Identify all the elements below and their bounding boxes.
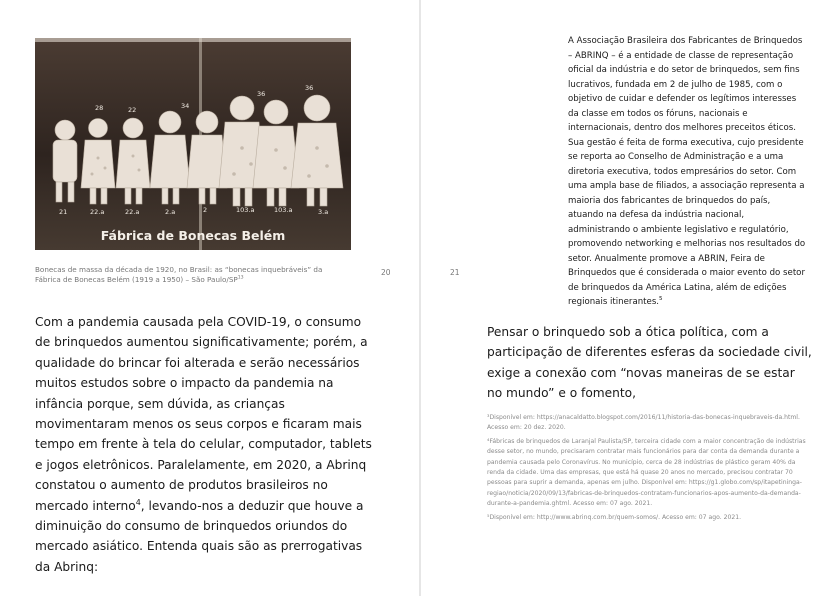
photo-label-bottom: 3.a (318, 208, 329, 216)
footnotes (487, 413, 807, 526)
body-text-part: , levando-nos a deduzir que houve a diminuição do consumo de brinquedos oriundos do mercado asiático. Entenda quais são as prerrogativas da Abrinq: (35, 498, 364, 574)
photo-label-bottom: 2 (203, 206, 208, 214)
photo-label-bottom: 103.a (236, 206, 255, 214)
photo-title: Fábrica de Bonecas Belém (100, 228, 286, 243)
body-text-part: Com a pandemia causada pela COVID-19, o consumo de brinquedos aumentou significativamente; porém, a qualidade do brincar foi alterada e serão necessários muitos estudos sobre o impacto da pandemia na infância porque, sem dúvida, as crianças movimentaram menos os seus corpos e ficaram mais tempo em frente à tela do celular, computador, tablets e jogos eletrônicos. Paralelamente, em 2020, a Abrinq constatou o aumento de produtos brasileiros no mercado interno (35, 315, 372, 513)
footnote-ref: 5 (659, 296, 663, 303)
caption-footnote-ref: 13 (237, 275, 244, 281)
photo-label-top: 28 (95, 104, 104, 112)
photo-illustration (35, 38, 351, 250)
abrinq-description (568, 34, 808, 310)
photo-caption (35, 265, 335, 285)
body-text-left (35, 312, 375, 577)
photo-label-top: 34 (181, 102, 190, 110)
caption-text: Bonecas de massa da década de 1920, no Brasil: as “bonecas inquebráveis” da Fábrica de Bonecas Belém (1919 a 1950) – São Paulo/SP (35, 265, 323, 284)
abrinq-text: A Associação Brasileira dos Fabricantes de Brinquedos – ABRINQ – é a entidade de classe de representação oficial da indústria e do setor de brinquedos, sem fins lucrativos, fundada em 2 de julho de 1985, com o objetivo de cuidar e defender os legítimos interesses da classe em todos os fóruns, nacionais e internacionais, dentro dos melhores preceitos éticos. Sua gestão é feita de forma executiva, cujo presidente se reporta ao Conselho de Administração e a uma diretoria executiva, todos empresários do setor. Com uma ampla base de filiados, a associação representa a maioria dos fabricantes de brinquedos do país, atuando na defesa da indústria nacional, administrando o ambiente legislativo e regulatório, promovendo networking e melhorias nos resultados do setor. Anualmente promove a ABRIN, Feira de Brinquedos que é considerada o maior evento do setor de brinquedos da América Latina, além de edições regionais itinerantes. (568, 36, 806, 307)
footnote: ³Disponível em: https://anacaldatto.blogspot.com/2016/11/historia-das-bonecas-inquebraveis-da.html. Acesso em: 20 dez. 2020. (487, 414, 800, 432)
page-number-left: 20 (381, 268, 391, 277)
footnote: ⁴Fábricas de brinquedos de Laranjal Paulista/SP, terceira cidade com a maior concentração de indústrias desse setor, no mundo, precisaram contratar mais funcionários para dar conta da demanda durante a pandemia causada pelo Coronavírus. No município, cerca de 28 indústrias de plástico geram 40% da renda da cidade. Uma das empresas, que está há quase 20 anos no mercado, precisou contratar 70 pessoas para suprir a demanda, apenas em julho. Disponível em: https://g1.globo.com/sp/itapetininga-regiao/noticia/2020/09/13/fabricas-de-brinquedos-contratam-funcionarios-apos-aumento-da-demanda-durante-a-pandemia.ghtml. Acesso em: 07 ago. 2021. (487, 437, 806, 508)
photo-label-bottom: 2.a (165, 208, 176, 216)
footnote-ref: 4 (135, 497, 141, 507)
photo-label-bottom: 22.a (125, 208, 140, 216)
page-number-right: 21 (450, 268, 460, 277)
body-text-right: Pensar o brinquedo sob a ótica política, com a participação de diferentes esferas da sociedade civil, exige a conexão com “novas maneiras de se estar no mundo” e o fomento, (487, 325, 812, 401)
photo-label-top: 22 (128, 106, 137, 114)
page-gutter (419, 0, 421, 596)
footnote: ⁵Disponível em: http://www.abrinq.com.br/quem-somos/. Acesso em: 07 ago. 2021. (487, 513, 742, 521)
photo-label-top: 36 (257, 90, 266, 98)
doll-factory-photo (35, 38, 351, 250)
photo-label-top: 36 (305, 84, 314, 92)
photo-label-bottom: 22.a (90, 208, 105, 216)
photo-label-bottom: 103.a (274, 206, 293, 214)
photo-label-bottom: 21 (59, 208, 68, 216)
